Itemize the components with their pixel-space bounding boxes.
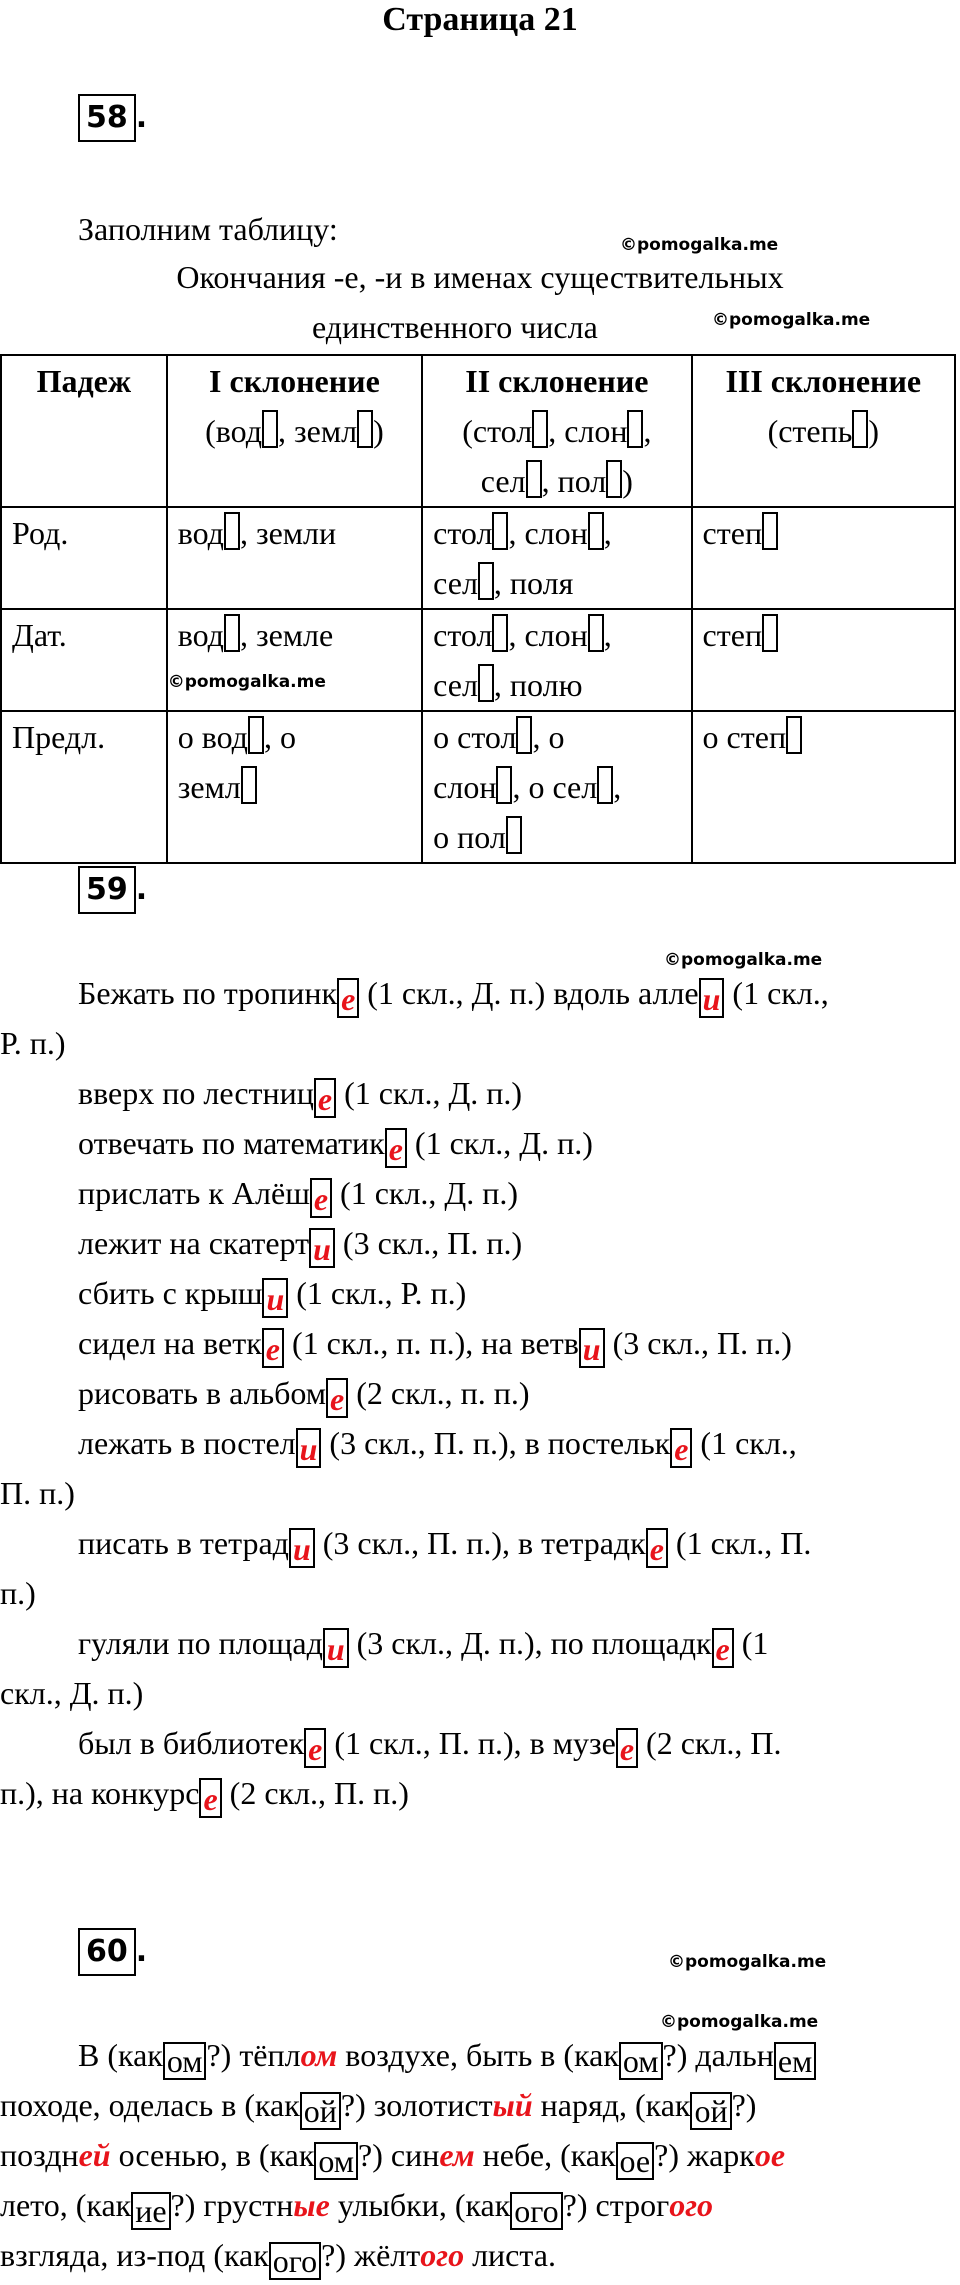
header-decl2: II склонение (стол , слон , сел , пол ) <box>422 355 691 507</box>
cell-decl1: вод , земли <box>167 507 422 609</box>
page-title: Страница 21 <box>382 1 578 38</box>
cell-decl1: о вод , о земл <box>167 711 422 863</box>
table-row-genitive <box>1 507 955 609</box>
ex60-line-3: поздней осенью, в (как ом ?) синем небе, (как ое ?) жаркое <box>0 2137 786 2179</box>
ex60-line-1: В (как ом ?) тёплом воздухе, быть в (как ом ?) дальн ем <box>78 2030 816 2080</box>
watermark: ©pomogalka.me <box>620 235 779 255</box>
cell-decl2: о стол , о слон , о сел , о пол <box>422 711 691 863</box>
cell-case: Род. <box>1 507 167 609</box>
table-header-row <box>1 355 955 507</box>
exercise-58-number: 58 . <box>78 94 147 142</box>
header-case: Падеж <box>1 355 167 507</box>
header-decl1: I склонение (вод , земл ) <box>167 355 422 507</box>
watermark: ©pomogalka.me <box>167 672 326 692</box>
ex59-line-1: Бежать по тропинк е (1 скл., Д. п.) вдоль алле и (1 скл., <box>78 975 829 1017</box>
exercise-59-number: 59 . <box>78 866 147 914</box>
ex59-line-6: сбить с крыш и (1 скл., Р. п.) <box>78 1275 467 1317</box>
ex59-line-9-cont: П. п.) <box>0 1475 75 1511</box>
ex59-line-12: был в библиотек е (1 скл., П. п.), в музе е (2 скл., П. <box>78 1725 782 1767</box>
cell-decl1: вод , земле ©pomogalka.me <box>167 609 422 711</box>
watermark: ©pomogalka.me <box>712 310 871 330</box>
cell-case: Предл. <box>1 711 167 863</box>
ex60-line-5: взгляда, из-под (как ого ?) жёлтого листа. <box>0 2237 556 2279</box>
watermark: ©pomogalka.me <box>660 2012 819 2032</box>
ex59-line-5: лежит на скатерт и (3 скл., П. п.) <box>78 1225 523 1267</box>
ex60-line-2: походе, оделась в (как ой ?) золотистый наряд, (как ой ?) <box>0 2087 757 2129</box>
cell-decl2: стол , слон , сел , полю <box>422 609 691 711</box>
ex59-line-3: отвечать по математик е (1 скл., Д. п.) <box>78 1125 593 1167</box>
ex59-line-12-cont: п.), на конкурс е (2 скл., П. п.) <box>0 1775 409 1817</box>
ex58-caption-line1: Окончания -е, -и в именах существительных <box>176 259 784 295</box>
ex59-line-2: вверх по лестниц е (1 скл., Д. п.) <box>78 1075 523 1117</box>
cell-decl3: степ <box>692 609 955 711</box>
declension-table <box>0 354 956 864</box>
watermark: ©pomogalka.me <box>668 1952 827 1972</box>
ex59-line-4: прислать к Алёш е (1 скл., Д. п.) <box>78 1175 519 1217</box>
cell-decl3: степ <box>692 507 955 609</box>
exercise-60-number: 60 . <box>78 1928 147 1976</box>
header-decl3: III склонение (степь ) <box>692 355 955 507</box>
table-row-prepositional <box>1 711 955 863</box>
table-row-dative <box>1 609 955 711</box>
cell-case: Дат. <box>1 609 167 711</box>
ex59-line-10: писать в тетрад и (3 скл., П. п.), в тетрадк е (1 скл., П. <box>78 1525 812 1567</box>
ex59-line-7: сидел на ветк е (1 скл., п. п.), на ветв и (3 скл., П. п.) <box>78 1325 792 1367</box>
ex59-line-8: рисовать в альбом е (2 скл., п. п.) <box>78 1375 530 1417</box>
cell-decl2: стол , слон , сел , поля <box>422 507 691 609</box>
ex58-caption-line2: единственного числа <box>312 309 598 345</box>
ex58-intro: Заполним таблицу: <box>78 211 338 247</box>
ex59-line-11-cont: скл., Д. п.) <box>0 1675 144 1711</box>
ex59-line-1-cont: Р. п.) <box>0 1025 66 1061</box>
watermark: ©pomogalka.me <box>664 950 823 970</box>
cell-decl3: о степ <box>692 711 955 863</box>
ex59-line-11: гуляли по площад и (3 скл., Д. п.), по площадк е (1 <box>78 1625 769 1667</box>
ex60-line-4: лето, (как ие ?) грустные улыбки, (как ого ?) строгого <box>0 2187 713 2229</box>
ex59-line-10-cont: п.) <box>0 1575 36 1611</box>
ex59-line-9: лежать в постел и (3 скл., П. п.), в постельк е (1 скл., <box>78 1425 797 1467</box>
